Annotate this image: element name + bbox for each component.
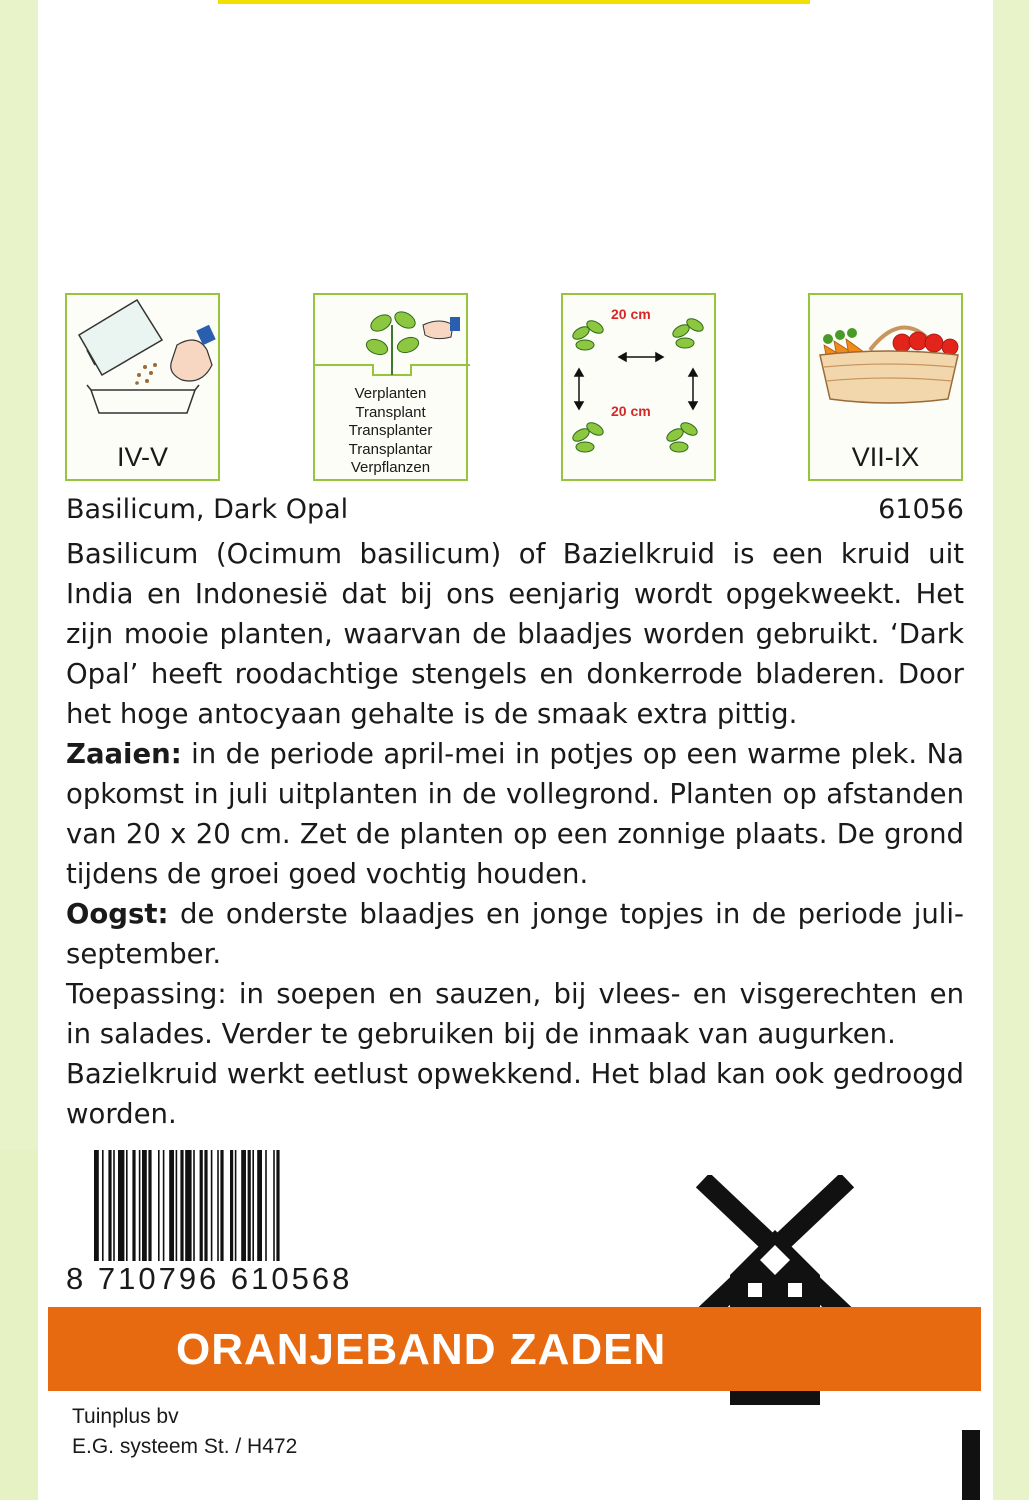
transplant-label-es: Transplantar: [348, 440, 433, 458]
harvest-paragraph: [66, 894, 964, 974]
footer: [72, 1402, 297, 1462]
transplant-label-nl: Verplanten: [354, 385, 427, 402]
sowing-paragraph: [66, 734, 964, 894]
barcode-bars: [64, 1150, 416, 1262]
footer-company: Tuinplus bv: [72, 1405, 179, 1428]
spacing-horizontal-label: 20 cm: [611, 306, 651, 322]
footer-standard: E.G. systeem St. / H472: [72, 1435, 298, 1458]
product-code: 61056: [878, 494, 964, 525]
harvest-label: Oogst:: [66, 898, 169, 930]
sowing-months: IV-V: [116, 442, 169, 472]
description-intro: Basilicum (Ocimum basilicum) of Bazielkruid is een kruid uit India en Indonesië dat bij ons eenjarig wordt opgekweekt. Het zijn mooie planten, waarvan de blaadjes worden gebruikt. ‘Dark Opal’ heeft roodachtige stengels en donkerrode bladeren. Door het hoge antocyaan gehalte is de smaak extra pittig.: [66, 538, 964, 730]
product-title: Basilicum, Dark Opal: [66, 494, 349, 525]
spacing-vertical-label: 20 cm: [611, 403, 651, 419]
brand-band: [48, 1307, 981, 1391]
transplant-icon-box: [313, 293, 468, 481]
transplant-labels: [315, 385, 466, 478]
transplant-label-de: Verpflanzen: [350, 459, 431, 476]
extra-paragraph: Bazielkruid werkt eetlust opwekkend. Het blad kan ook gedroogd worden.: [66, 1058, 964, 1130]
transplant-label-en: Transplant: [355, 403, 426, 421]
sowing-label: Zaaien:: [66, 738, 182, 770]
spacing-icon-box: [561, 293, 716, 481]
product-title-row: [66, 494, 964, 530]
product-description: [66, 534, 964, 1134]
cut-mark: [962, 1430, 980, 1500]
spacing-icon: [563, 295, 718, 483]
left-margin: [0, 0, 38, 1150]
sowing-text: in de periode april-mei in potjes op een warme plek. Na opkomst in juli uitplanten in de vollegrond. Planten op afstanden van 20 x 20 cm. Zet de planten op een zonnige plaats. De grond tijdens de groei goed vochtig houden.: [66, 738, 964, 890]
right-margin: [993, 0, 1029, 1500]
sowing-icon-box: [65, 293, 220, 481]
brand-name: ORANJEBAND ZADEN: [176, 1325, 667, 1374]
top-yellow-strip: [218, 0, 810, 4]
harvest-icon-box: [808, 293, 963, 481]
usage-paragraph: Toepassing: in soepen en sauzen, bij vlees- en visgerechten en in salades. Verder te gebruiken bij de inmaak van augurken.: [66, 978, 964, 1050]
barcode-digits: 8 710796 610568: [64, 1261, 416, 1301]
transplant-label-fr: Transplanter: [348, 422, 433, 439]
harvest-text: de onderste blaadjes en jonge topjes in de periode juli-september.: [66, 898, 964, 970]
barcode: [64, 1150, 416, 1310]
harvest-months: VII-IX: [851, 442, 920, 472]
